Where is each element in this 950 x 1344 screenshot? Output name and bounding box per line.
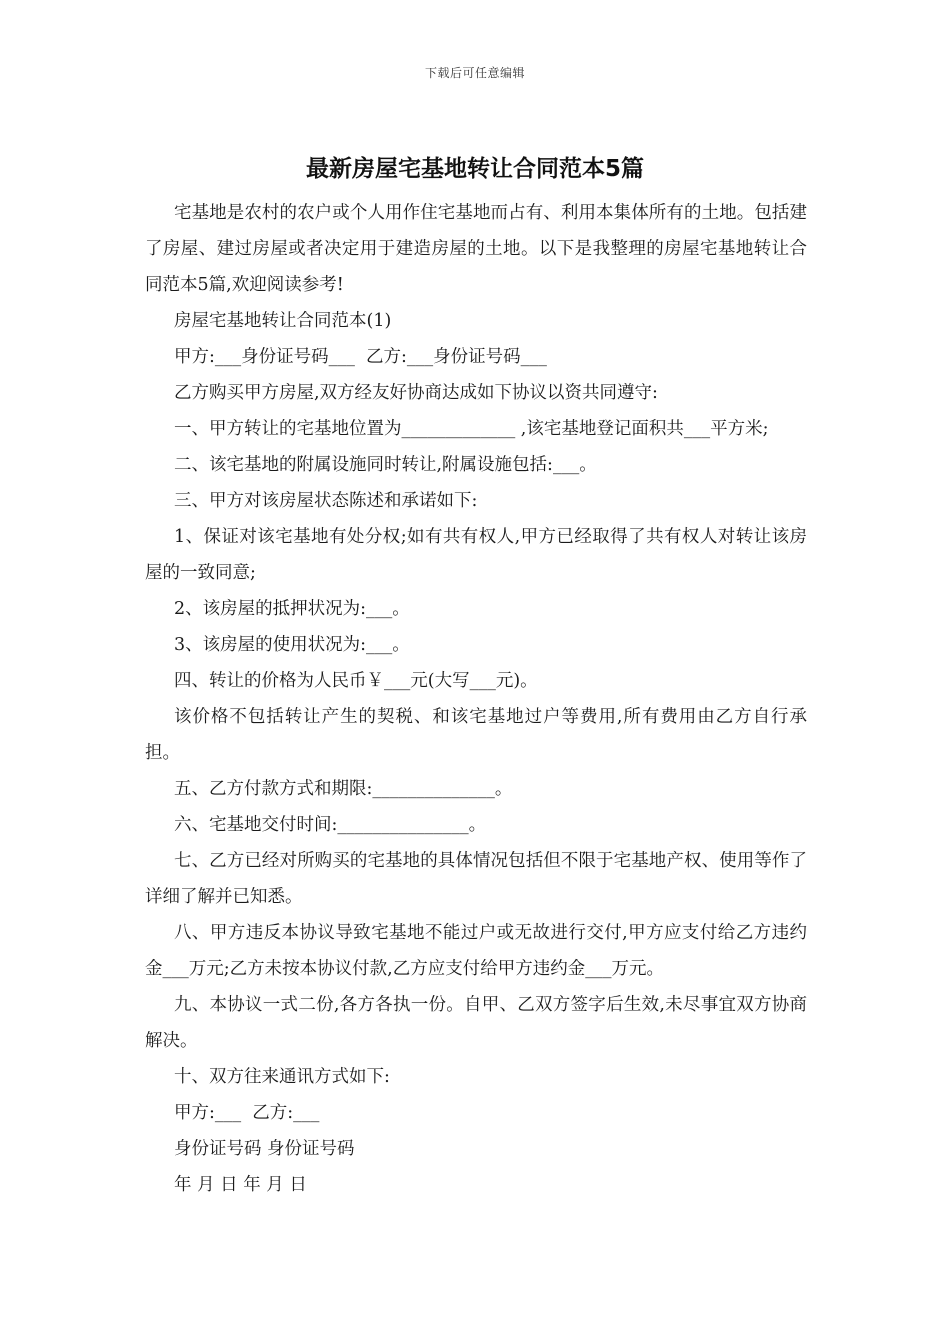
paragraph-clause-3-item-1: 1、保证对该宅基地有处分权;如有共有权人,甲方已经取得了共有权人对转让该房屋的一致同意;	[145, 527, 807, 583]
paragraph-clause-10: 十、双方往来通讯方式如下:	[174, 1067, 390, 1087]
paragraph-clause-3-item-3: 3、该房屋的使用状况为:___。	[174, 635, 410, 655]
paragraph-clause-8: 八、甲方违反本协议导致宅基地不能过户或无故进行交付,甲方应支付给乙方违约金___万元;乙方未按本协议付款,乙方应支付给甲方违约金___万元。	[145, 923, 807, 979]
document-title: 最新房屋宅基地转让合同范本5篇	[305, 156, 644, 182]
paragraph-signature-date: 年 月 日 年 月 日	[174, 1175, 307, 1195]
paragraph-clause-4-note: 该价格不包括转让产生的契税、和该宅基地过户等费用,所有费用由乙方自行承担。	[145, 707, 807, 763]
paragraph-clause-3-item-2: 2、该房屋的抵押状况为:___。	[174, 599, 410, 619]
paragraph-clause-2: 二、该宅基地的附属设施同时转让,附属设施包括:___。	[174, 455, 597, 475]
header-note: 下载后可任意编辑	[424, 66, 525, 80]
paragraph-clause-3: 三、甲方对该房屋状态陈述和承诺如下:	[174, 491, 478, 511]
paragraph-clause-5: 五、乙方付款方式和期限:______________。	[174, 779, 513, 799]
paragraph-clause-1: 一、甲方转让的宅基地位置为_____________ ,该宅基地登记面积共___平方米;	[174, 419, 769, 439]
paragraph-clause-4: 四、转让的价格为人民币￥___元(大写___元)。	[174, 671, 538, 691]
document-body	[145, 195, 807, 1203]
paragraph-parties: 甲方:___身份证号码___ 乙方:___身份证号码___	[174, 347, 547, 367]
paragraph-clause-7: 七、乙方已经对所购买的宅基地的具体情况包括但不限于宅基地产权、使用等作了详细了解并已知悉。	[145, 851, 807, 907]
paragraph-clause-6: 六、宅基地交付时间:_______________。	[174, 815, 487, 835]
paragraph-contract-heading: 房屋宅基地转让合同范本(1)	[174, 311, 392, 331]
paragraph-clause-9: 九、本协议一式二份,各方各执一份。自甲、乙双方签字后生效,未尽事宜双方协商解决。	[145, 995, 807, 1051]
paragraph-preamble: 乙方购买甲方房屋,双方经友好协商达成如下协议以资共同遵守:	[174, 383, 658, 403]
paragraph-signature-parties: 甲方:___ 乙方:___	[174, 1103, 320, 1123]
paragraph-intro: 宅基地是农村的农户或个人用作住宅基地而占有、利用本集体所有的土地。包括建了房屋、建过房屋或者决定用于建造房屋的土地。以下是我整理的房屋宅基地转让合同范本5篇,欢迎阅读参考!	[145, 203, 807, 295]
paragraph-signature-id: 身份证号码 身份证号码	[174, 1139, 355, 1159]
